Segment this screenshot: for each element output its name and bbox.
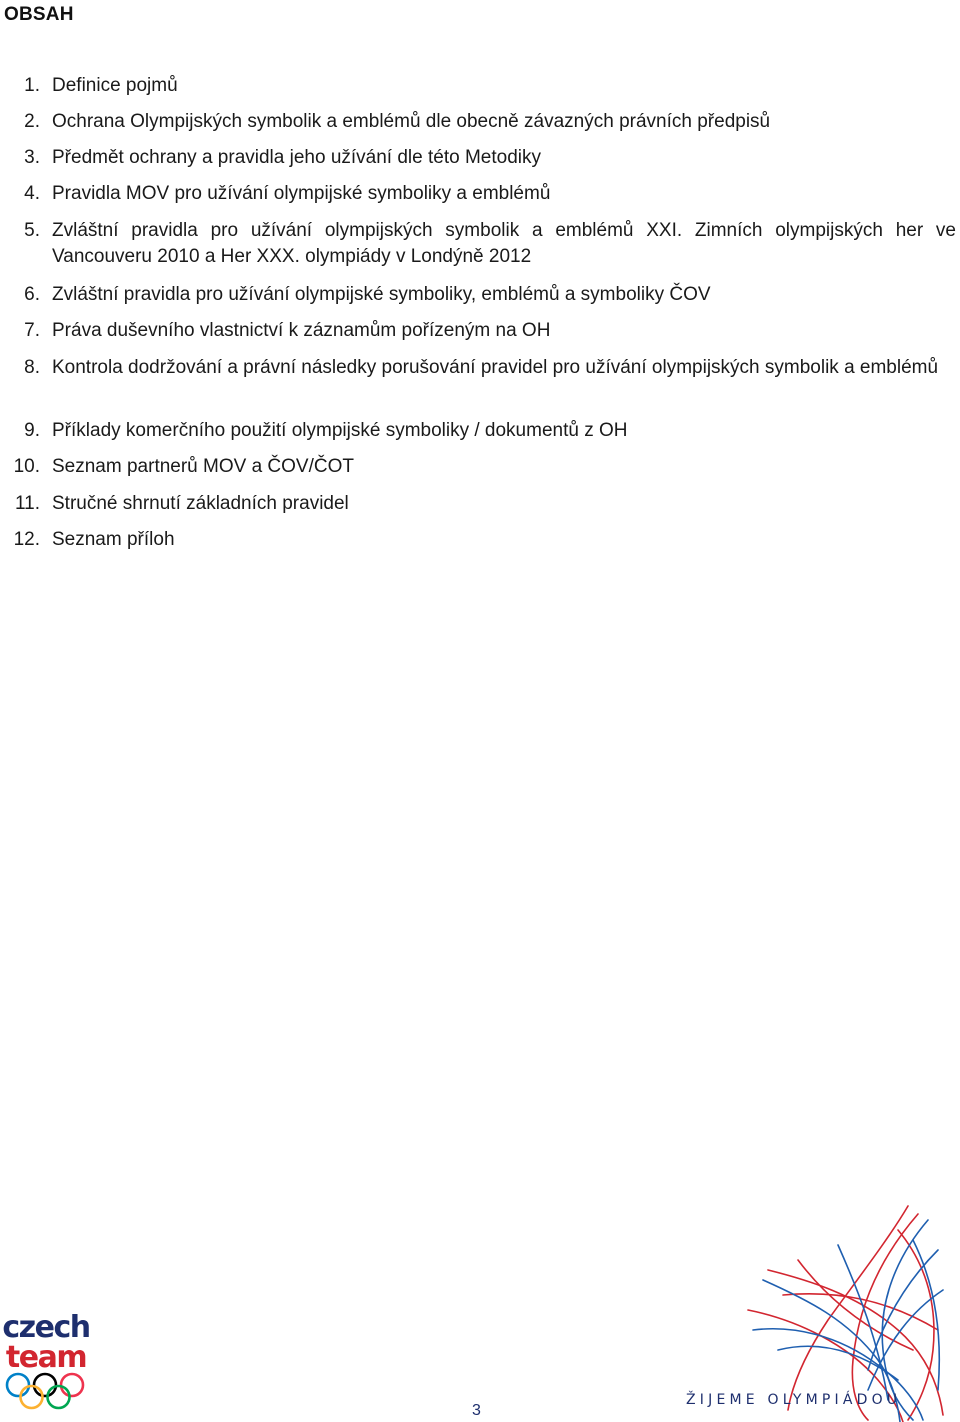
toc-item-number: 5. [24, 220, 40, 241]
toc-item-number: 3. [24, 147, 40, 168]
page-number: 3 [472, 1402, 481, 1419]
toc-item-text: Pravidla MOV pro užívání olympijské symboliky a emblémů [52, 183, 551, 204]
czech-team-logo [2, 1305, 90, 1415]
toc-item-text: Předmět ochrany a pravidla jeho užívání dle této Metodiky [52, 147, 541, 168]
toc-item-text: Příklady komerčního použití olympijské symboliky / dokumentů z OH [52, 420, 628, 441]
toc-item-text: Seznam příloh [52, 529, 175, 550]
toc-item-text: Definice pojmů [52, 75, 178, 96]
olympic-linework-emblem [738, 1200, 960, 1422]
toc-item-number: 8. [24, 357, 40, 378]
toc-item-text: Kontrola dodržování a právní následky porušování pravidel pro užívání olympijských symbolik a emblémů [52, 357, 939, 378]
toc-item-text: Práva duševního vlastnictví k záznamům pořízeným na OH [52, 320, 551, 341]
toc-item-number: 7. [24, 320, 40, 341]
toc-item-text: Zvláštní pravidla pro užívání olympijských symbolik a emblémů XXI. Zimních olympijských her ve Vancouveru 2010 a Her XXX. olympiády v Londýně 2012 [52, 220, 956, 267]
page-title: OBSAH [4, 4, 74, 25]
logo-text-czech: czech [2, 1310, 90, 1345]
toc-item-text: Stručné shrnutí základních pravidel [52, 493, 349, 514]
toc-item-number: 10. [13, 456, 40, 477]
toc-item-text: Zvláštní pravidla pro užívání olympijské symboliky, emblémů a symboliky ČOV [52, 284, 711, 305]
toc-item-number: 12. [13, 529, 40, 550]
logo-text-team: team [5, 1340, 87, 1375]
toc-item-text: Seznam partnerů MOV a ČOV/ČOT [52, 456, 354, 477]
toc-item-number: 6. [24, 284, 40, 305]
toc-item-text: Ochrana Olympijských symbolik a emblémů dle obecně závazných právních předpisů [52, 111, 771, 132]
toc-item-number: 4. [24, 183, 40, 204]
toc-item-number: 11. [14, 493, 40, 514]
toc-item-number: 2. [24, 111, 40, 132]
footer-slogan: ŽIJEME OLYMPIÁDOU [686, 1392, 902, 1408]
olympic-rings-icon [7, 1374, 83, 1408]
toc-item-number: 9. [24, 420, 40, 441]
toc-item-number: 1. [24, 75, 40, 96]
